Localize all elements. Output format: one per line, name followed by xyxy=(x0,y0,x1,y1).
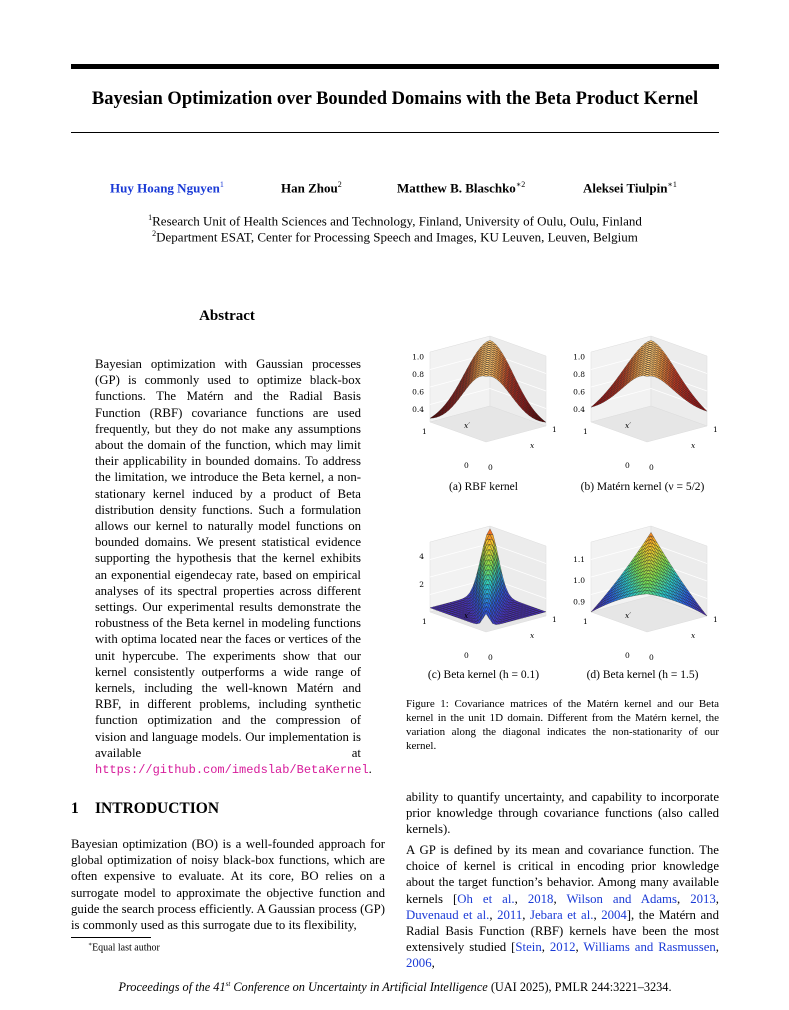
x-axis-label: x xyxy=(691,631,696,640)
x-tick-label: 1 xyxy=(552,425,557,434)
y-axis-label: x′ xyxy=(464,421,470,430)
citation-link[interactable]: 2012 xyxy=(549,940,576,955)
z-tick-label: 2 xyxy=(419,580,424,589)
z-tick-label: 0.6 xyxy=(412,387,424,397)
section-heading: 1 INTRODUCTION xyxy=(71,800,220,817)
z-tick-label: 0.4 xyxy=(412,404,424,414)
x-axis-label: x xyxy=(530,631,535,640)
z-tick-label: 1.0 xyxy=(412,352,424,362)
citation-link[interactable]: 2018 xyxy=(527,891,554,906)
x-tick-label: 0 xyxy=(488,653,493,662)
subcaption-a: (a) RBF kernel xyxy=(449,481,518,493)
author-3: Matthew B. Blaschko$^{∗2}$ xyxy=(397,180,526,196)
citation-link[interactable]: 2004 xyxy=(601,907,627,922)
x-tick-label: 0 xyxy=(649,653,654,662)
plot-beta-h15 xyxy=(565,520,725,670)
x-tick-label: 0 xyxy=(649,463,654,472)
affiliation-1: $^1$Research Unit of Health Sciences and Technology, Finland, University of Oulu, Oulu, Finland xyxy=(148,213,642,229)
x-axis-label: x xyxy=(530,441,535,450)
y-tick-label: 0 xyxy=(464,461,469,470)
plot-matern xyxy=(565,330,725,480)
citation-link[interactable]: Williams and Rasmussen xyxy=(583,940,716,955)
citation-link[interactable]: 2013 xyxy=(690,891,716,906)
figure-caption: Figure 1: Covariance matrices of the Matérn kernel and our Beta kernel in the unit 1D domain. Different from the Matérn kernel, the variation along the diagonal indicates the non-stationarity of our kernel. xyxy=(406,698,720,752)
z-tick-label: 1.1 xyxy=(573,554,585,564)
subcaption-b: (b) Matérn kernel (ν = 5/2) xyxy=(580,481,705,493)
author-2: Han Zhou$^2$ xyxy=(281,180,342,196)
y-axis-label: x′ xyxy=(464,611,470,620)
z-tick-label: 1.0 xyxy=(573,576,585,586)
proceedings-footer: Proceedings of the 41st Conference on Uncertainty in Artificial Intelligence (UAI 2025), PMLR 244:3221–3234. xyxy=(118,980,672,995)
y-tick-label: 0 xyxy=(625,651,630,660)
z-tick-label: 0.4 xyxy=(573,404,585,414)
code-link[interactable]: https://github.com/imedslab/BetaKernel xyxy=(95,763,369,778)
y-tick-label: 1 xyxy=(583,617,588,626)
intro-paragraph-right-2: A GP is defined by its mean and covariance function. The choice of kernel is critical in encoding prior knowledge about the target function’s behavior. Among many available kernels [Oh et al., 2018, Wilson and Adams, 2013, Duvenaud et al., 2011, Jebara et al., 2004], the Matérn and Radial Basis Function (RBF) kernels have been the most extensively studied [Stein, 2012, Williams and Rasmussen, 2006, xyxy=(406,843,719,971)
y-tick-label: 1 xyxy=(422,427,427,436)
z-tick-label: 1.0 xyxy=(573,352,585,362)
x-axis-label: x xyxy=(691,441,696,450)
y-tick-label: 1 xyxy=(422,617,427,626)
paper-title: Bayesian Optimization over Bounded Domains with the Beta Product Kernel xyxy=(91,89,699,109)
z-tick-label: 0.8 xyxy=(412,369,424,379)
title-rule xyxy=(71,132,719,133)
y-tick-label: 1 xyxy=(583,427,588,436)
intro-paragraph-left: Bayesian optimization (BO) is a well-founded approach for global optimization of noisy black-box functions, which are often expensive to evaluate. At its core, BO relies on a surrogate model to approximate the objective function and guide the search process efficiently. A Gaussian process (GP) is commonly used as this surrogate due to its flexibility, xyxy=(71,837,385,933)
subcaption-d: (d) Beta kernel (h = 1.5) xyxy=(586,669,699,681)
author-1[interactable]: Huy Hoang Nguyen$^1$ xyxy=(110,180,224,196)
plot-beta-h01 xyxy=(404,520,564,670)
subcaption-c: (c) Beta kernel (h = 0.1) xyxy=(427,669,540,681)
x-tick-label: 1 xyxy=(713,615,718,624)
x-tick-label: 1 xyxy=(552,615,557,624)
abstract-body: Bayesian optimization with Gaussian processes (GP) is commonly used to optimize black-box functions. The Matérn and the Radial Basis Function (RBF) covariance functions are used frequently, but they do not make any assumptions about the domain of the function, which may limit their applicability in bounded domains. To address the limitation, we introduce the Beta kernel, a non-stationary kernel induced by a product of Beta distribution density functions. Such a formulation allows our kernel to naturally model functions on bounded domains. We present statistical evidence supporting the hypothesis that the kernel exhibits an exponential eigendecay rate, based on empirical analyses of its spectral properties across different settings. Our experimental results demonstrate the robustness of the Beta kernel in modeling functions with optima located near the faces or vertices of the unit hypercube. The experiments show that our kernel consistently outperforms a wide range of kernels, including the well-known Matérn and RBF, in different problems, including synthetic function optimization and the compression of vision and language models. Our implementation is available at https://github.com/imedslab/BetaKernel. xyxy=(95,357,372,778)
citation-link[interactable]: Stein xyxy=(515,940,542,955)
citation-link[interactable]: 2006 xyxy=(406,956,432,971)
citation-link[interactable]: Duvenaud et al. xyxy=(406,907,490,922)
citation-link[interactable]: Wilson and Adams xyxy=(566,891,677,906)
citation-link[interactable]: 2011 xyxy=(497,907,523,922)
footnote-rule xyxy=(71,937,151,938)
z-tick-label: 4 xyxy=(419,552,424,561)
x-tick-label: 0 xyxy=(488,463,493,472)
y-axis-label: x′ xyxy=(625,421,631,430)
footnote: ∗Equal last author xyxy=(88,942,160,954)
y-tick-label: 0 xyxy=(625,461,630,470)
plot-rbf xyxy=(404,330,564,480)
author-4: Aleksei Tiulpin$^{∗1}$ xyxy=(583,180,677,196)
z-tick-label: 0.8 xyxy=(573,369,585,379)
z-tick-label: 0.6 xyxy=(573,387,585,397)
top-rule xyxy=(71,64,719,69)
citation-link[interactable]: Oh et al. xyxy=(457,891,515,906)
y-tick-label: 0 xyxy=(464,651,469,660)
affiliation-2: $^2$Department ESAT, Center for Processing Speech and Images, KU Leuven, Leuven, Belgium xyxy=(152,229,638,245)
z-tick-label: 0.9 xyxy=(573,597,585,607)
citation-link[interactable]: Jebara et al. xyxy=(530,907,594,922)
intro-paragraph-right-1: ability to quantify uncertainty, and capability to incorporate prior knowledge through covariance functions (also called kernels). xyxy=(406,790,719,837)
y-axis-label: x′ xyxy=(625,611,631,620)
x-tick-label: 1 xyxy=(713,425,718,434)
abstract-heading: Abstract xyxy=(199,308,255,324)
